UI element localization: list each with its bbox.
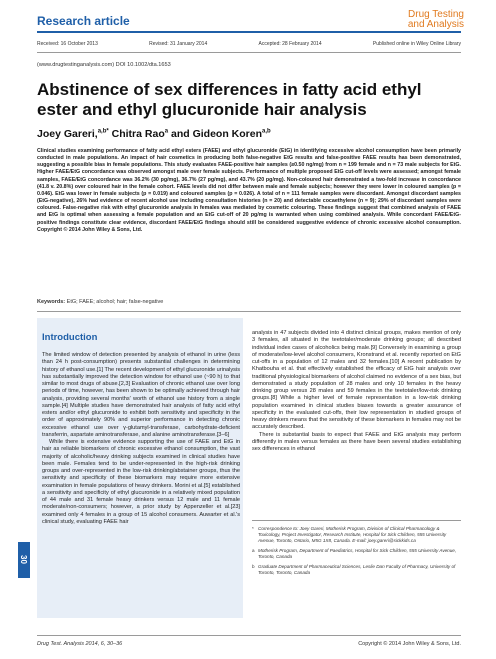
footer-copyright: Copyright © 2014 John Wiley & Sons, Ltd.: [358, 641, 461, 647]
notes-rule: [252, 520, 461, 521]
date-received: Received: 16 October 2013: [37, 41, 98, 47]
author-list: [37, 128, 271, 140]
body-paragraph: The limited window of detection presented by analysis of ethanol in urine (less than 24 h post-consumption) presents substantial challenges in determining history of ethanol use.[1] The recent development of ethyl glucuronide urinalysis has substantially improved the detection window for ethanol use (~90 h) to that similar to most drugs of abuse.[2,3] Evaluation of chronic ethanol use over long periods of time, however, has been shown to be optimally achieved through hair analysis, providing several months' worth of ethanol use history from a single sample.[4] Multiple studies have demonstrated hair analysis of fatty acid ethyl esters and/or ethyl glucuronide to exhibit both sensitivity and specificity in the order of approximately 90% and superior performance in detecting chronic excessive ethanol use over γ-glutamyl-transferase, carbohydrate-deficient transferrin, aspartate aminotransferase, and alanine aminotransferase.[3–6]: [42, 352, 240, 438]
body-column-left: [42, 352, 240, 526]
dates-rule: [37, 52, 461, 53]
note-mark: *: [252, 526, 254, 531]
keywords-label: Keywords:: [37, 299, 66, 305]
date-revised: Revised: 31 January 2014: [149, 41, 208, 47]
author-affiliation: a,b: [262, 128, 271, 135]
keywords-text: EtG; FAEE; alcohol; hair; false-negative: [66, 299, 164, 305]
page-number: 30: [18, 555, 28, 564]
note-text: Graduate Department of Pharmaceutical Sciences, Leslie Dan Faculty of Pharmacy, University of Toronto, Toronto, Canada: [258, 564, 456, 575]
footer-rule: [37, 635, 461, 636]
author-name: and Gideon Koren: [171, 128, 263, 140]
body-paragraph: analysis in 47 subjects divided into 4 distinct clinical groups, makes mention of only 3 females, all situated in the teetotaler/moderate drinking groups; all described individual index cases of alcoholics being male.[9] Conversely in examining a group of moderate/low-level alcohol consumers, Kronstrand et al. recently reported on EtG cut-offs in a population of 12 males and 32 females.[10] A recent publication by Khatbouha et al. that effectively established the efficacy of EtG hair analysis over traditional physiological biomarkers of alcohol claimed no evidence of a sex bias, but demonstrated a study population of 28 males and only 10 females in the heavy drinking group versus 28 males and 59 females in the teetotaler/low-risk drinking groups.[8] While a higher level of female representation in a low-risk drinking population examined in clinical studies biases towards a greater assurance of specificity in the evaluated cut-offs, their low representation in studied groups of heavy drinkers means that the sensitivity of these biomarkers in females may not be accurately described.: [252, 330, 461, 431]
affiliation-note: [252, 564, 461, 576]
journal-name-line-1: Drug Testing: [408, 9, 464, 20]
corresponding-mark: *: [106, 128, 109, 135]
keywords-rule: [37, 311, 461, 312]
journal-name-line-2: and Analysis: [407, 19, 464, 30]
article-dates: [37, 41, 461, 47]
article-title: Abstinence of sex differences in fatty acid ethyl ester and ethyl glucuronide hair analysis: [37, 80, 422, 119]
note-mark: b: [252, 564, 255, 569]
author-affiliation: a: [164, 128, 169, 135]
keywords: [37, 299, 163, 305]
note-mark: a: [252, 548, 255, 553]
author-name: Joey Gareri,: [37, 128, 98, 140]
note-text[interactable]: Correspondence to: Joey Gareri, Motherisk Program, Division of Clinical Pharmacology & Toxicology, Project Investigator, Research Institute, Hospital for Sick Children, 555 University Avenue, Toronto, Ontario, M5G 1X8, Canada. E-mail: joey.gareri@sickkids.ca: [258, 526, 447, 543]
body-paragraph: There is substantial basis to expect that FAEE and EtG analysis may perform differently in males versus females as there have been several studies establishing sex differences in ethanol: [252, 431, 461, 452]
body-paragraph: While there is extensive evidence supporting the use of FAEE and EtG in hair as reliable biomarkers of chronic excessive ethanol consumption, the vast majority of alcoholic/heavy drinking subjects examined in clinical studies have been male. Females tend to be under-represented in the high-risk drinking groups and over-represented in the low-risk drinking/abstainer groups, thus the sensitivity and specificity of these biomarkers may require more extensive examination in female populations of heavy drinkers. Morini et al.[5] established a sensitivity and specificity of ethyl glucuronide in a relatively mixed population of 44 male and 31 female heavy drinkers versus 12 male and 11 female moderate/non-consumers; however, a prior study by Appenzeller et al.[23] examined only 4 females in a group of 15 alcohol consumers. Auwarter et al.'s clinical study, evaluating FAEE hair: [42, 439, 240, 525]
author-notes: [252, 526, 461, 580]
section-label: Research article: [37, 14, 130, 28]
page-number-tab: [18, 542, 30, 578]
journal-logo: [408, 10, 464, 30]
author-name: Chitra Rao: [111, 128, 165, 140]
correspondence-note: [252, 526, 461, 544]
note-text: Motherisk Program, Department of Paediatrics, Hospital for Sick Children, 555 University Avenue, Toronto, Canada: [258, 548, 457, 559]
section-heading-introduction: Introduction: [42, 332, 98, 343]
doi-line[interactable]: (www.drugtestinganalysis.com) DOI 10.1002/dta.1653: [37, 62, 171, 68]
body-column-right: [252, 330, 461, 453]
date-accepted: Accepted: 28 February 2014: [258, 41, 322, 47]
author-affiliation: a,b: [97, 128, 107, 135]
header-rule: [37, 31, 461, 33]
affiliation-note: [252, 548, 461, 560]
abstract: Clinical studies examining performance of fatty acid ethyl esters (FAEE) and ethyl glucuronide (EtG) in identifying excessive alcohol consumption have been primarily conducted in male populations. An impact of hair cosmetics in producing both false-negative EtG results and false-positive FAEE results has been demonstrated, suggesting a possible bias in female populations. This study evaluates FAEE-positive hair samples (≥0.50 ng/mg) from n = 199 female and n = 73 male subjects for EtG. Higher FAEE/EtG concordance was observed amongst male over female subjects. Performance of multiple proposed EtG cut-off levels were assessed; amongst female samples, FAEE/EtG concordance was 36.2% (30 pg/mg), 36.7% (27 pg/mg), and 43.7% (20 pg/mg). Non-coloured hair demonstrated a two-fold increase in concordance (41.8 v. 20.8%) over coloured hair in the female cohort. FAEE levels did not differ between male and female subjects; however they were lower in coloured samples (p = 0.046). EtG was lower in female subjects (p = 0.019) and coloured samples (p = 0.026). A total of n = 111 female samples were discordant. Amongst discordant samples (EtG-negative), 26% had evidence of recent alcohol use including consultation histories (n = 20) and detectable cocaethylene (n = 9); 29% of discordant samples were coloured. False-negative risk with ethyl glucuronide analysis in females was mediated by cosmetic colouring. These findings suggest that combined analysis of FAEE and EtG is optimal when assessing a female population and an EtG cut-off of 20 pg/mg is warranted when using combined analysis. While concordant FAEE/EtG-positive findings constitute clear evidence, discordant FAEE/EtG findings should still be considered suggestive evidence of chronic excessive alcohol consumption. Copyright © 2014 John Wiley & Sons, Ltd.: [37, 148, 461, 233]
date-published: Published online in Wiley Online Library: [372, 41, 461, 47]
footer-citation: Drug Test. Analysis 2014, 6, 30–36: [37, 641, 123, 647]
